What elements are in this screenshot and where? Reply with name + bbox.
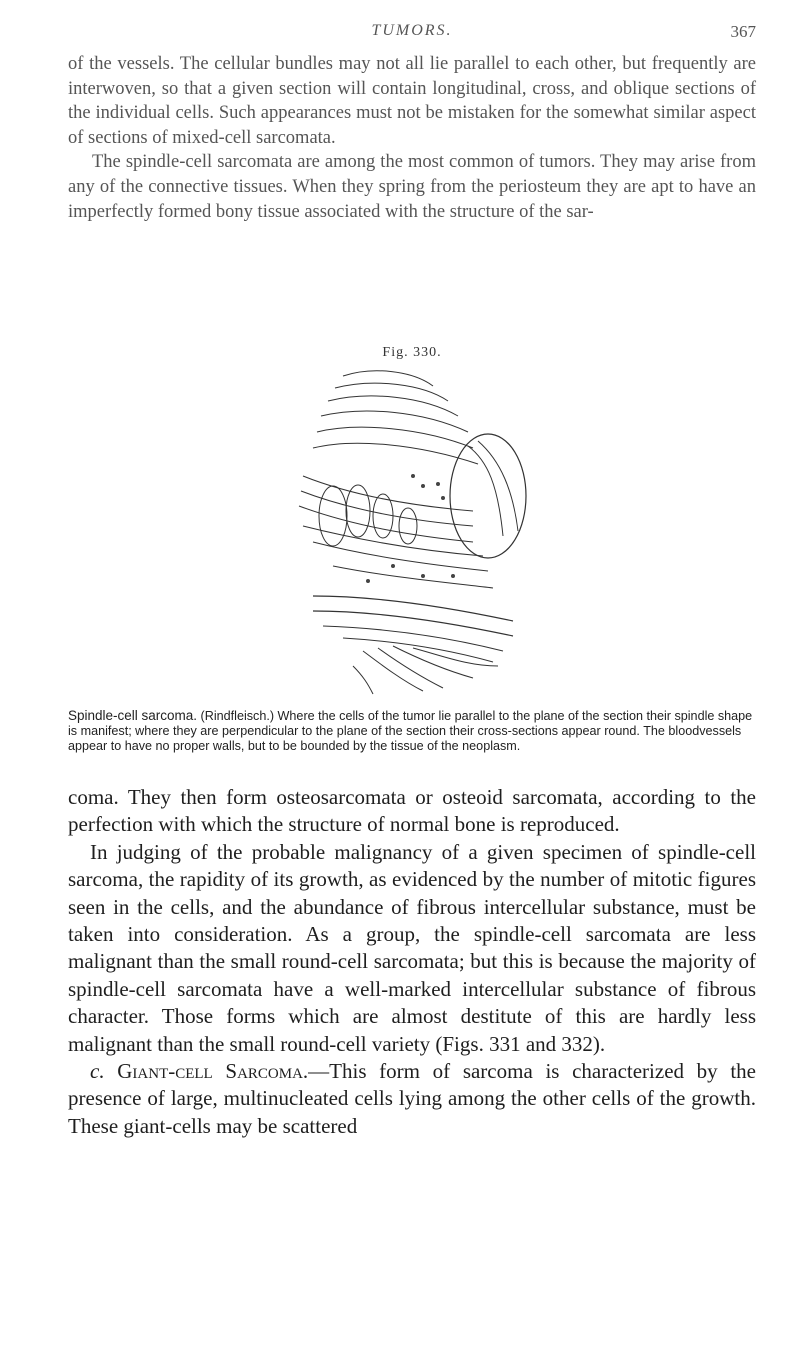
- body-text-block: [68, 784, 756, 1140]
- paragraph: In judging of the probable malignancy of a given specimen of spindle-cell sarcoma, the rapidity of its growth, as evidenced by the number of mitotic figures seen in the cells, and the abundance of fibrous intercellular substance, must be taken into consideration. As a group, the spindle-cell sarcomata are less malignant than the small round-cell sarcomata; but this is because the majority of spindle-cell sarcomata have a well-marked intercellular substance of fibrous character. Those forms which are almost destitute of this are hardly less malignant than the small round-cell variety (Figs. 331 and 332).: [68, 839, 756, 1056]
- figure-label: Fig. 330.: [382, 345, 442, 360]
- caption-text: (Rindfleisch.) Where the cells of the tumor lie parallel to the plane of the section their spindle shape is manifest; where they are perpendicular to the plane of the section their cross-sections appear round. The bloodvessels appear to have no proper walls, but to be bounded by the tissue of the neoplasm.: [68, 709, 753, 753]
- figure-illustration: [273, 366, 563, 696]
- top-text-block: [68, 52, 756, 224]
- spindle-cell-sarcoma-illustration: [273, 366, 563, 696]
- figure-caption: [68, 708, 756, 754]
- running-title: TUMORS.: [371, 22, 453, 39]
- paragraph: coma. They then form osteosarcomata or osteoid sarcomata, according to the perfection with which the structure of normal bone is reproduced.: [68, 785, 756, 837]
- paragraph: The spindle-cell sarcomata are among the most common of tumors. They may arise from any of the connective tissues. When they spring from the periosteum they are apt to have an imperfectly formed bony tissue associated with the structure of the sar-: [68, 152, 756, 222]
- running-head: [68, 22, 756, 46]
- caption-lead: Spindle-cell sarcoma.: [68, 708, 198, 723]
- section-marker: c.: [90, 1059, 105, 1084]
- paragraph: of the vessels. The cellular bundles may not all lie parallel to each other, but frequently are interwoven, so that a given section will contain longitudinal, cross, and oblique sections of the individual cells. Such appearances must not be mistaken for the somewhat similar aspect of sections of mixed-cell sarcomata.: [68, 54, 756, 148]
- paragraph: [68, 1058, 756, 1140]
- paragraph-text: —This form of sarcoma is characterized by the presence of large, multinucleated cells lying among the other cells of the growth. These giant-cells may be scattered: [68, 1059, 757, 1138]
- page-number: 367: [730, 22, 756, 41]
- section-heading: Giant-cell Sarcoma.: [117, 1059, 309, 1084]
